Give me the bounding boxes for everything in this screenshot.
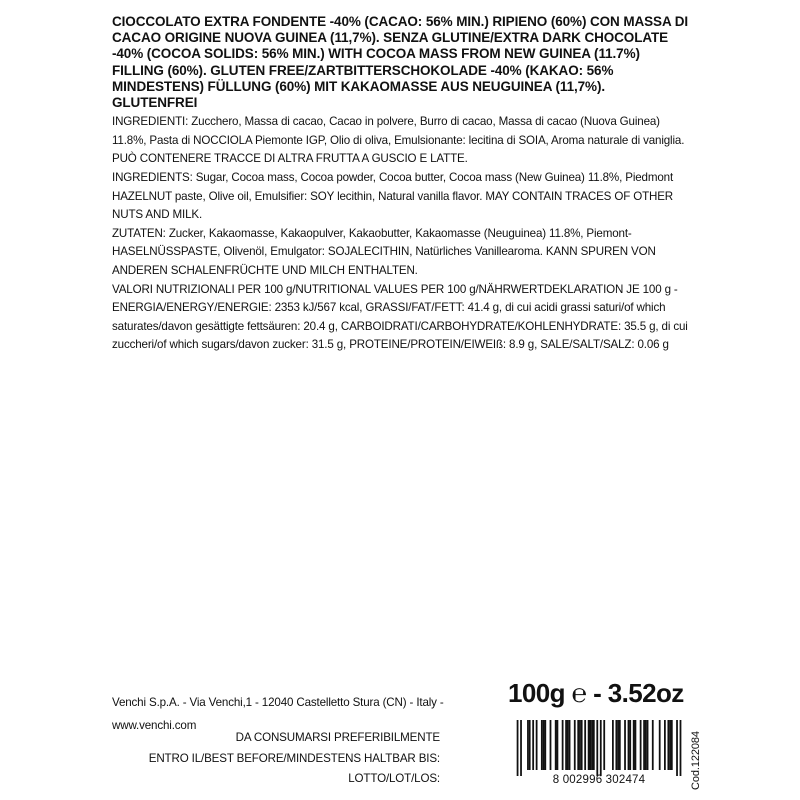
product-title: CIOCCOLATO EXTRA FONDENTE -40% (CACAO: 56% MIN.) RIPIENO (60%) CON MASSA DI CACAO ORIGINE NUOVA GUINEA (11,7%). SENZA GLUTINE/EXTRA DARK CHOCOLATE -40% (COCOA SOLIDS: 56% MIN.) WITH COCOA MASS FROM NEW GUINEA (11.7%) FILLING (60%). GLUTEN FREE/ZARTBITTERSCHOKOLADE -40% (KAKAO: 56% MINDESTENS) FÜLLUNG (60%) MIT KAKAOMASSE AUS NEUGUINEA (11,7%). GLUTENFREI xyxy=(112,14,689,111)
ingredients-italian: INGREDIENTI: Zucchero, Massa di cacao, Cacao in polvere, Burro di cacao, Massa di cacao (Nuova Guinea) 11.8%, Pasta di NOCCIOLA Piemonte IGP, Olio di oliva, Emulsionante: lecitina di SOIA, Aroma naturale di vaniglia. PUÒ CONTENERE TRACCE DI ALTRA FRUTTA A GUSCIO E LATTE. xyxy=(112,115,685,166)
barcode-bar xyxy=(555,720,557,770)
barcode-bars xyxy=(508,720,690,776)
ingredients-german: ZUTATEN: Zucker, Kakaomasse, Kakaopulver, Kakaobutter, Kakaomasse (Neuguinea) 11.8%, Piemont-HASELNÜSSPASTE, Olivenöl, Emulgator: SOJALECITHIN, Natürliches Vanillearoma. KANN SPUREN VON ANDEREN SCHALENFRÜCHTE UND MILCH ENTHALTEN. xyxy=(112,226,656,277)
company-website: www.venchi.com xyxy=(112,719,197,732)
barcode-bar xyxy=(591,720,593,770)
barcode-bar xyxy=(643,720,645,770)
barcode-bar xyxy=(577,720,579,770)
barcode-bar xyxy=(633,720,635,770)
barcode-bar xyxy=(628,720,630,770)
barcode-bar xyxy=(544,720,546,770)
nutrition-values: VALORI NUTRIZIONALI PER 100 g/NUTRITIONAL VALUES PER 100 g/NÄHRWERTDEKLARATION JE 100 g - ENERGIA/ENERGY/ENERGIE: 2353 kJ/567 kcal, GRASSI/FAT/FETT: 41.4 g, di cui acidi grassi saturi/of which saturates/davon gesättigte fettsäuren: 20.4 g, CARBOIDRATI/CARBOHYDRATE/KOHLENHYDRATE: 35.5 g, di cui zuccheri/of which sugars/davon zucker: 31.5 g, PROTEINE/PROTEIN/EIWEIß: 8.9 g, SALE/SALT/SALZ: 0.06 g xyxy=(112,282,688,352)
barcode-bar xyxy=(600,720,602,776)
barcode-bar xyxy=(565,720,567,770)
lot-label: LOTTO/LOT/LOS: xyxy=(348,772,440,785)
barcode-bar xyxy=(619,720,621,770)
barcode-bar xyxy=(543,720,545,770)
barcode-bar xyxy=(617,720,619,770)
barcode-bar xyxy=(629,720,631,770)
barcode-bar xyxy=(659,720,661,770)
barcode-bar xyxy=(550,720,552,770)
barcode-bar xyxy=(562,720,564,770)
barcode-bar xyxy=(647,720,649,770)
best-before-line-2: ENTRO IL/BEST BEFORE/MINDESTENS HALTBAR BIS: xyxy=(148,751,440,765)
barcode-bar xyxy=(667,720,669,770)
barcode-bar xyxy=(529,720,531,770)
barcode-bar xyxy=(603,720,605,770)
barcode-bar xyxy=(652,720,654,770)
barcode-bar xyxy=(593,720,595,770)
net-weight: 100g ℮ - 3.52oz xyxy=(508,678,684,708)
barcode-bar xyxy=(664,720,666,770)
barcode-bar xyxy=(569,720,571,770)
barcode-bar xyxy=(589,720,591,770)
barcode-bar xyxy=(676,720,678,776)
best-before-block xyxy=(149,728,440,790)
barcode-bar xyxy=(532,720,534,770)
barcode-bar xyxy=(671,720,673,770)
barcode-bar xyxy=(596,720,598,776)
product-code: Cod.122084 xyxy=(690,731,702,790)
barcode-bar xyxy=(645,720,647,770)
label-text-block xyxy=(112,14,692,355)
barcode-bar xyxy=(536,720,538,770)
barcode-bar xyxy=(567,720,569,770)
barcode-bar xyxy=(612,720,614,770)
barcode-bar xyxy=(517,720,519,776)
barcode-bar xyxy=(624,720,626,770)
barcode-bar xyxy=(581,720,583,770)
barcode-bar xyxy=(615,720,617,770)
barcode-bar xyxy=(527,720,529,770)
barcode-bar xyxy=(541,720,543,770)
barcode-digits: 8 002996 302474 xyxy=(552,774,646,786)
ingredients-english: INGREDIENTS: Sugar, Cocoa mass, Cocoa powder, Cocoa butter, Cocoa mass (New Guinea) 11.8%, Piedmont HAZELNUT paste, Olive oil, Emulsifier: SOY lecithin, Natural vanilla flavor. MAY CONTAIN TRACES OF OTHER NUTS AND MILK. xyxy=(112,171,674,222)
barcode-bar xyxy=(557,720,559,770)
barcode-bar xyxy=(669,720,671,770)
barcode-bar xyxy=(640,720,642,770)
barcode-bar xyxy=(520,720,522,776)
barcode-bar xyxy=(680,720,682,776)
barcode-bar xyxy=(588,720,590,770)
barcode-bar xyxy=(635,720,637,770)
barcode-bar xyxy=(574,720,576,770)
barcode-bar xyxy=(579,720,581,770)
best-before-line-1: DA CONSUMARSI PREFERIBILMENTE xyxy=(235,731,440,744)
barcode-bar xyxy=(584,720,586,770)
company-address: Venchi S.p.A. - Via Venchi,1 - 12040 Castelletto Stura (CN) - Italy - xyxy=(112,696,444,709)
barcode xyxy=(508,720,690,786)
